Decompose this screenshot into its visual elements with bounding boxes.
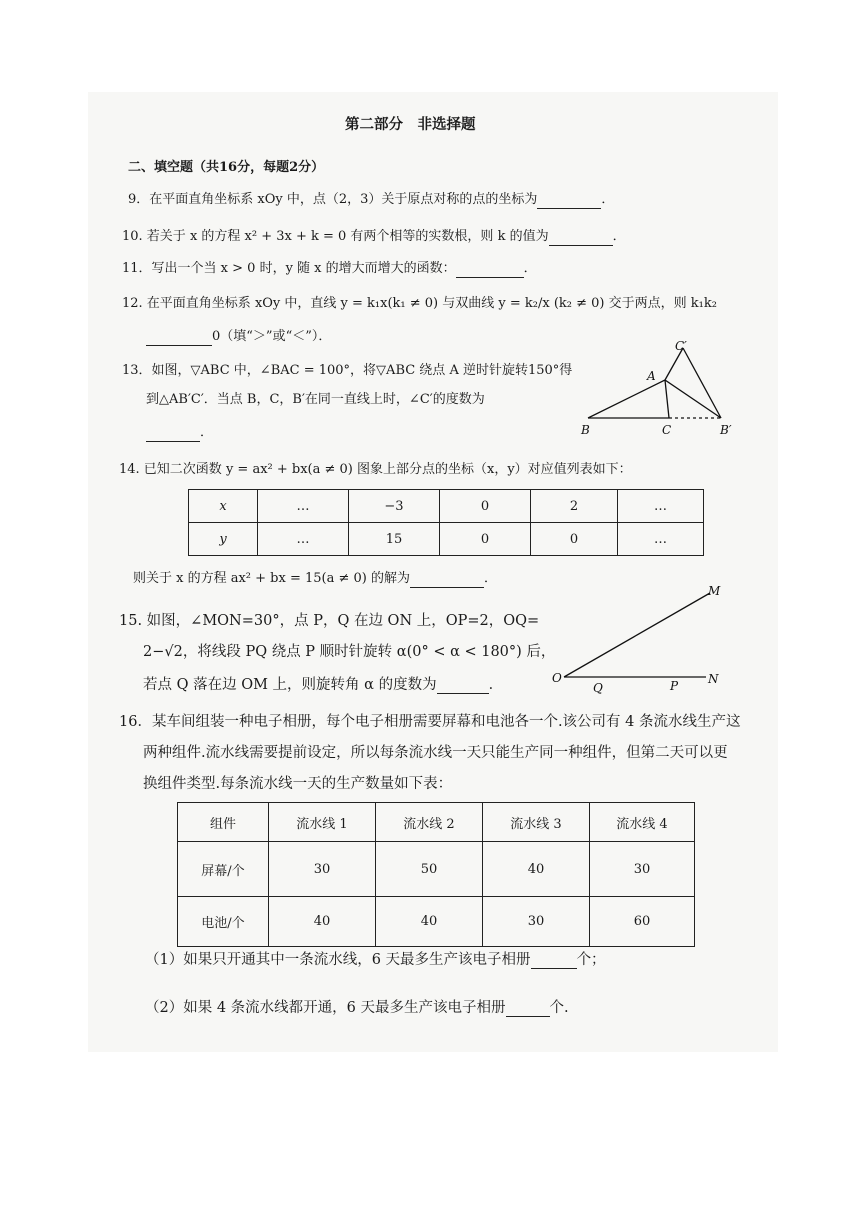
answer-blank-16-1[interactable] <box>531 954 577 969</box>
question-10-text: 10. 若关于 x 的方程 x² + 3x + k = 0 有两个相等的实数根，则 k 的值为 <box>122 229 549 244</box>
question-14-intro: 14. 已知二次函数 y = ax² + bx(a ≠ 0) 图象上部分点的坐标（x，y）对应值列表如下： <box>119 462 632 477</box>
segment-ac <box>665 380 669 418</box>
question-14-end: ． <box>484 571 498 586</box>
table-cell: … <box>258 523 349 556</box>
question-16-line-3: 换组件类型.每条流水线一天的生产数量如下表： <box>143 776 453 792</box>
segment-ab-prime <box>665 380 721 418</box>
answer-blank-10[interactable] <box>549 231 613 246</box>
table-row-screen <box>178 842 695 897</box>
question-9-text: 9．在平面直角坐标系 xOy 中，点（2，3）关于原点对称的点的坐标为 <box>128 192 538 207</box>
table-cell: 0 <box>531 523 618 556</box>
answer-blank-15[interactable] <box>437 679 489 694</box>
question-11-end: ． <box>523 261 537 276</box>
angle-mon-figure <box>550 584 730 696</box>
question-13-line-2: 到△AB′C′．当点 B，C，B′在同一直线上时，∠C′的度数为 <box>146 392 485 407</box>
ray-om <box>564 593 710 677</box>
question-12-line-1: 12. 在平面直角坐标系 xOy 中，直线 y = k₁x(k₁ ≠ 0) 与双曲线 y = k₂/x (k₂ ≠ 0) 交于两点，则 k₁k₂ <box>122 296 717 311</box>
question-9-end: ． <box>601 192 615 207</box>
table-cell: 30 <box>590 842 695 897</box>
table-cell: x <box>189 490 258 523</box>
table-cell: 15 <box>349 523 440 556</box>
table-cell: … <box>258 490 349 523</box>
table-header-cell: 流水线 1 <box>269 803 376 842</box>
table-header-cell: 流水线 2 <box>376 803 483 842</box>
question-14-question <box>133 570 497 588</box>
question-15-line-3-text: 若点 Q 落在边 OM 上，则旋转角 α 的度数为 <box>143 677 437 693</box>
question-11-text: 11．写出一个当 x > 0 时，y 随 x 的增大而增大的函数： <box>122 261 456 276</box>
table-cell: 2 <box>531 490 618 523</box>
question-15-line-3 <box>143 676 503 694</box>
question-13-line-3 <box>146 424 213 442</box>
table-cell: … <box>618 490 704 523</box>
question-16-sub-1-text: （1）如果只开通其中一条流水线，6 天最多生产该电子相册 <box>145 952 531 968</box>
question-12-tail: 0（填“＞”或“＜”）． <box>212 329 332 344</box>
table-cell: 50 <box>376 842 483 897</box>
segment-c-prime-b-prime <box>683 348 721 418</box>
label-o: O <box>552 671 562 685</box>
question-10 <box>122 228 626 246</box>
table-cell: 40 <box>376 897 483 947</box>
question-16-sub-1-end: 个； <box>576 952 606 968</box>
label-p: P <box>670 679 679 693</box>
table-row-battery <box>178 897 695 947</box>
question-16-sub-2-text: （2）如果 4 条流水线都开通，6 天最多生产该电子相册 <box>145 1000 506 1016</box>
triangle-rotation-figure <box>576 336 746 436</box>
label-c: C <box>662 423 672 437</box>
table-cell: 0 <box>440 490 531 523</box>
table-cell: 屏幕/个 <box>178 842 269 897</box>
table-cell: 电池/个 <box>178 897 269 947</box>
question-9 <box>128 191 614 209</box>
table-row-y <box>189 523 704 556</box>
table-header-cell: 流水线 3 <box>483 803 590 842</box>
table-cell: 30 <box>269 842 376 897</box>
table-cell: y <box>189 523 258 556</box>
table-cell: 40 <box>269 897 376 947</box>
answer-blank-9[interactable] <box>537 194 601 209</box>
question-15-end: ． <box>488 677 504 693</box>
question-16-line-1: 16．某车间组装一种电子相册，每个电子相册需要屏幕和电池各一个.该公司有 4 条流水线生产这 <box>119 714 741 730</box>
answer-blank-16-2[interactable] <box>506 1002 550 1017</box>
label-n: N <box>708 672 719 686</box>
question-14-question-text: 则关于 x 的方程 ax² + bx = 15(a ≠ 0) 的解为 <box>133 571 410 586</box>
label-c-prime: C′ <box>675 339 687 353</box>
question-11 <box>122 260 537 278</box>
label-a: A <box>647 369 656 383</box>
label-q: Q <box>593 681 603 695</box>
label-b-prime: B′ <box>720 423 732 437</box>
question-10-end: ． <box>612 229 626 244</box>
question-16-sub-2 <box>145 999 569 1017</box>
table-cell: … <box>618 523 704 556</box>
question-16-line-2: 两种组件.流水线需要提前设定，所以每条流水线一天只能生产同一种组件，但第二天可以更 <box>143 745 728 761</box>
question-13-end: ． <box>200 425 214 440</box>
q16-production-table <box>177 802 695 947</box>
segment-ba <box>588 380 665 418</box>
table-header-cell: 组件 <box>178 803 269 842</box>
table-cell: 0 <box>440 523 531 556</box>
answer-blank-11[interactable] <box>456 263 524 278</box>
table-cell: 30 <box>483 897 590 947</box>
question-16-sub-1 <box>145 951 606 969</box>
table-cell: −3 <box>349 490 440 523</box>
question-16-sub-2-end: 个. <box>549 1000 569 1016</box>
table-cell: 40 <box>483 842 590 897</box>
label-m: M <box>708 584 721 598</box>
section-heading: 二、填空题（共16分，每题2分） <box>128 160 325 175</box>
label-b: B <box>581 423 590 437</box>
q14-value-table <box>188 489 704 556</box>
answer-blank-13[interactable] <box>146 427 200 442</box>
question-15-line-1: 15. 如图，∠MON=30°，点 P，Q 在边 ON 上，OP=2，OQ= <box>119 613 540 629</box>
table-header-cell: 流水线 4 <box>590 803 695 842</box>
table-header-row <box>178 803 695 842</box>
page-title: 第二部分 非选择题 <box>345 116 476 133</box>
answer-blank-14[interactable] <box>410 573 484 588</box>
answer-blank-12[interactable] <box>146 331 212 346</box>
question-13-line-1: 13．如图，▽ABC 中，∠BAC = 100°，将▽ABC 绕点 A 逆时针旋转150°得 <box>122 363 573 378</box>
question-12-line-2 <box>146 328 331 346</box>
table-row-x <box>189 490 704 523</box>
question-15-line-2: 2−√2，将线段 PQ 绕点 P 顺时针旋转 α(0° < α < 180°) 后， <box>143 644 556 660</box>
table-cell: 60 <box>590 897 695 947</box>
